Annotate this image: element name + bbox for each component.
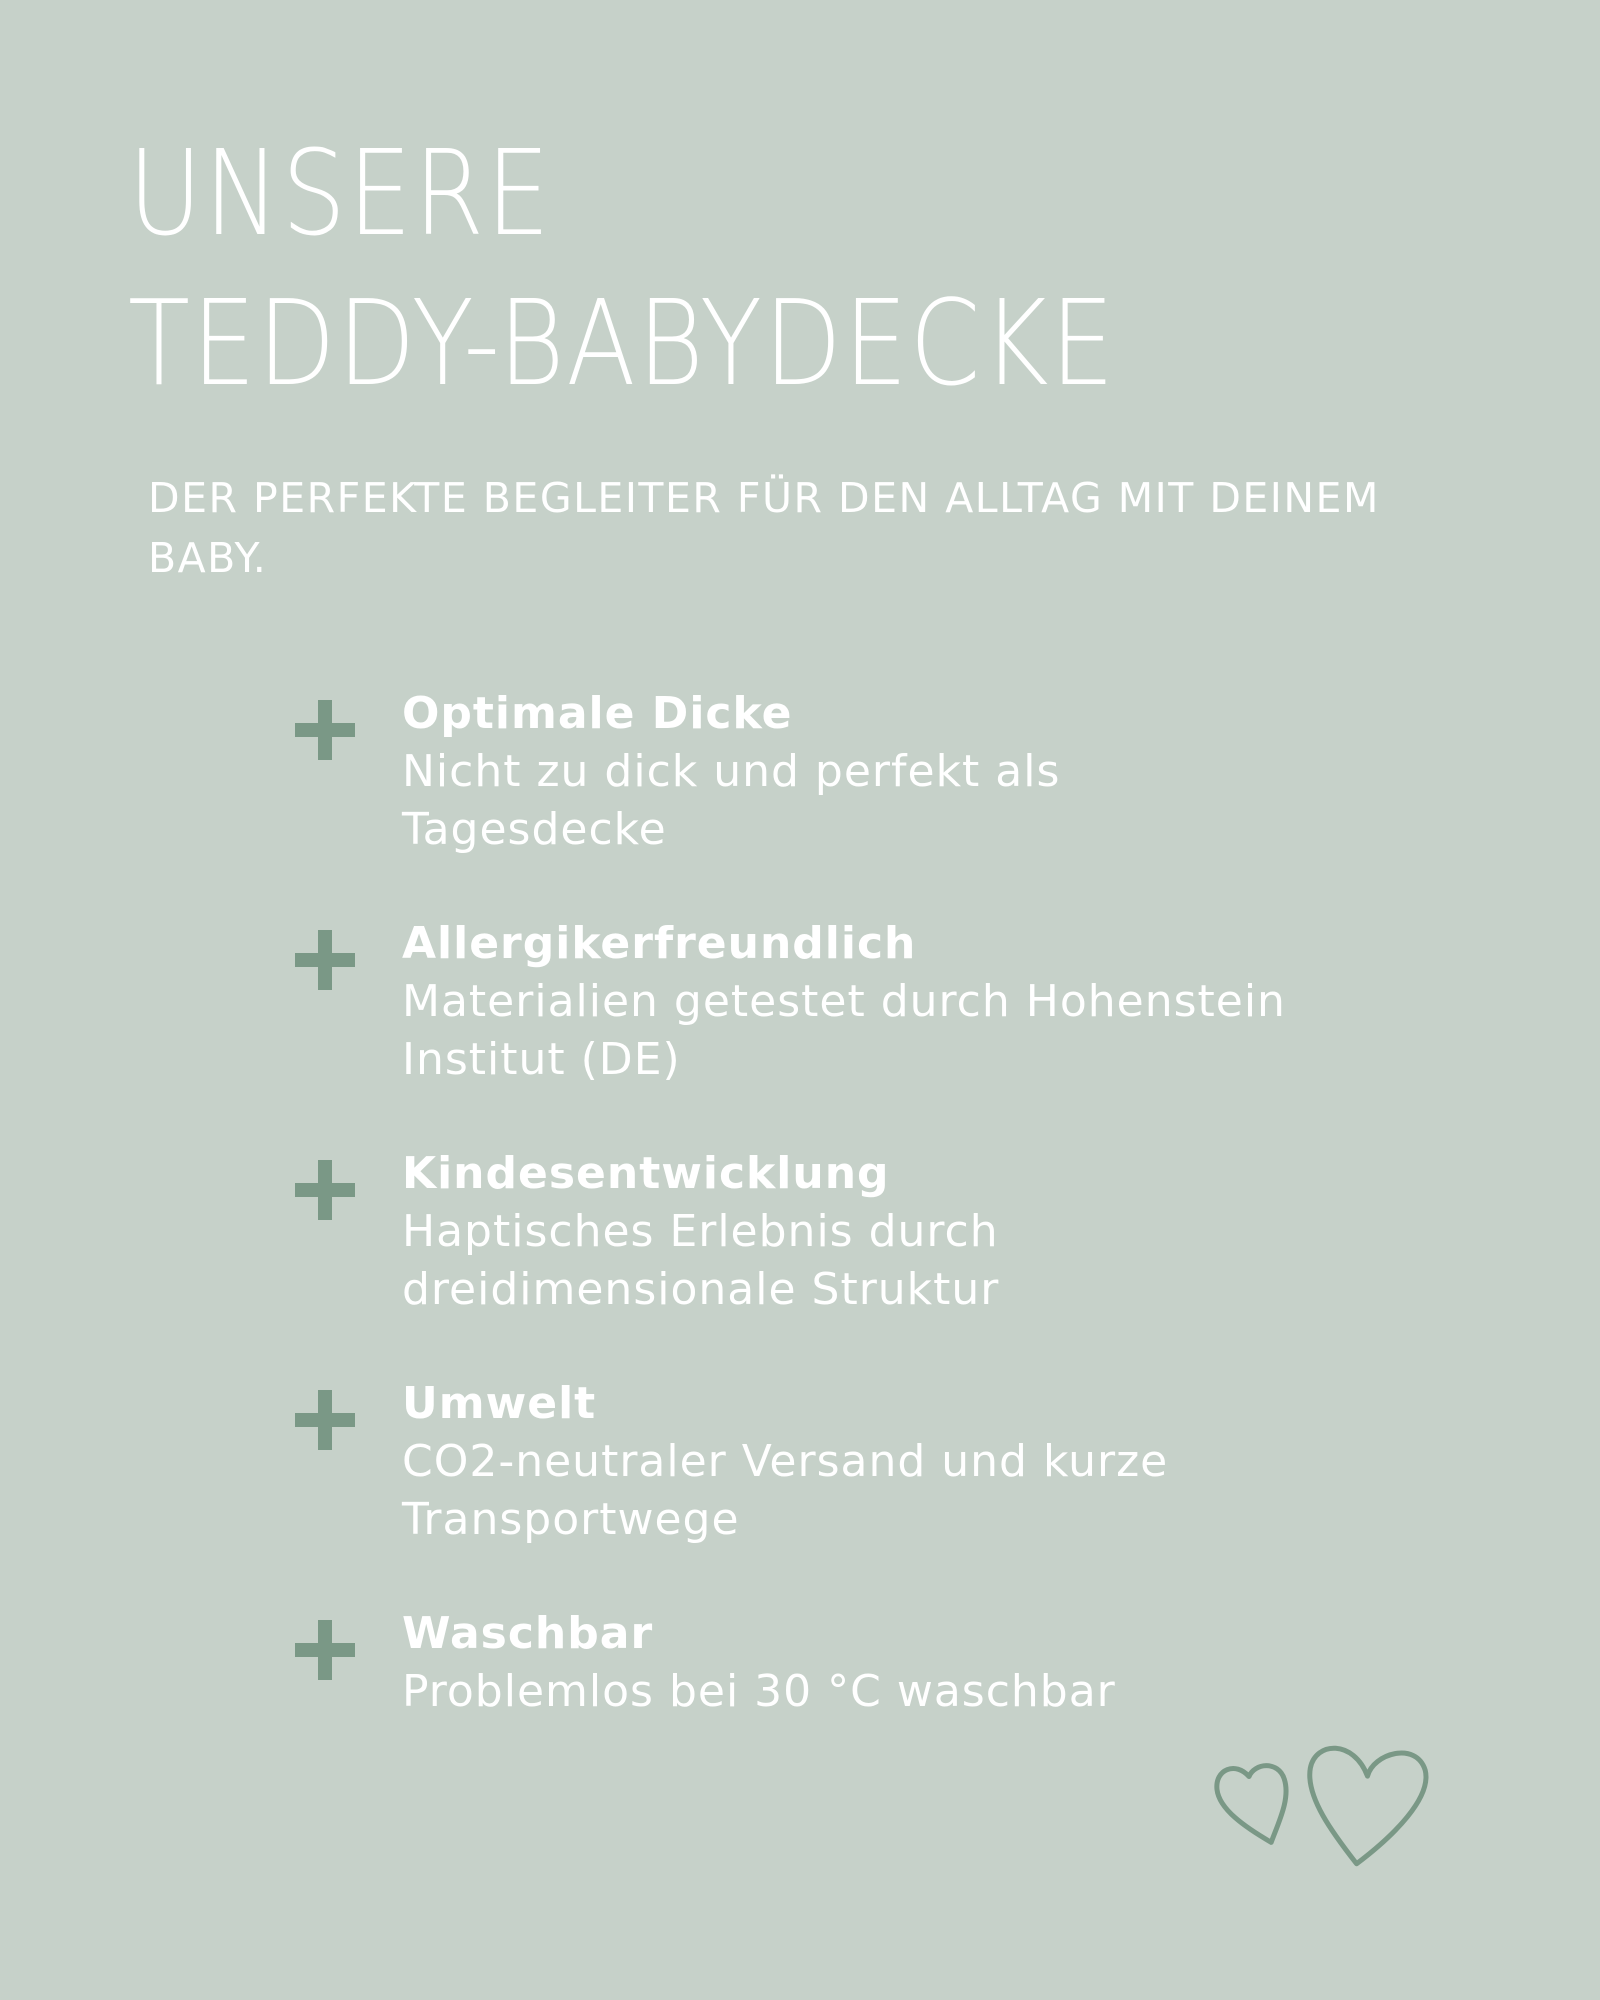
feature-item xyxy=(292,1375,1392,1605)
page-title xyxy=(128,118,1116,418)
feature-description: Nicht zu dick und perfekt als Tagesdecke xyxy=(402,746,1061,855)
feature-description: CO2-neutraler Versand und kurze Transportwege xyxy=(402,1436,1169,1545)
feature-description: Haptisches Erlebnis durch dreidimensionale Struktur xyxy=(402,1206,1000,1315)
title-line-1: UNSERE xyxy=(128,124,552,262)
feature-item xyxy=(292,1145,1392,1375)
feature-text xyxy=(402,1375,1382,1549)
title-line-2: TEDDY-BABYDECKE xyxy=(128,274,1117,412)
feature-text xyxy=(402,1605,1382,1721)
feature-text xyxy=(402,685,1382,859)
plus-icon xyxy=(295,700,355,760)
feature-title: Waschbar xyxy=(402,1608,654,1659)
subtitle: DER PERFEKTE BEGLEITER FÜR DEN ALLTAG MIT DEINEM BABY. xyxy=(148,474,1380,582)
feature-item xyxy=(292,915,1392,1145)
feature-text xyxy=(402,1145,1382,1319)
feature-title: Optimale Dicke xyxy=(402,688,793,739)
plus-icon xyxy=(295,1390,355,1450)
feature-title: Kindesentwicklung xyxy=(402,1148,890,1199)
feature-title: Allergikerfreundlich xyxy=(402,918,917,969)
feature-description: Problemlos bei 30 °C waschbar xyxy=(402,1666,1116,1717)
feature-text xyxy=(402,915,1382,1089)
plus-icon xyxy=(295,1160,355,1220)
hearts-icon xyxy=(1210,1720,1470,1880)
feature-description: Materialien getestet durch Hohenstein Institut (DE) xyxy=(402,976,1286,1085)
feature-item xyxy=(292,685,1392,915)
plus-icon xyxy=(295,1620,355,1680)
plus-icon xyxy=(295,930,355,990)
feature-title: Umwelt xyxy=(402,1378,597,1429)
feature-list xyxy=(292,685,1392,1835)
